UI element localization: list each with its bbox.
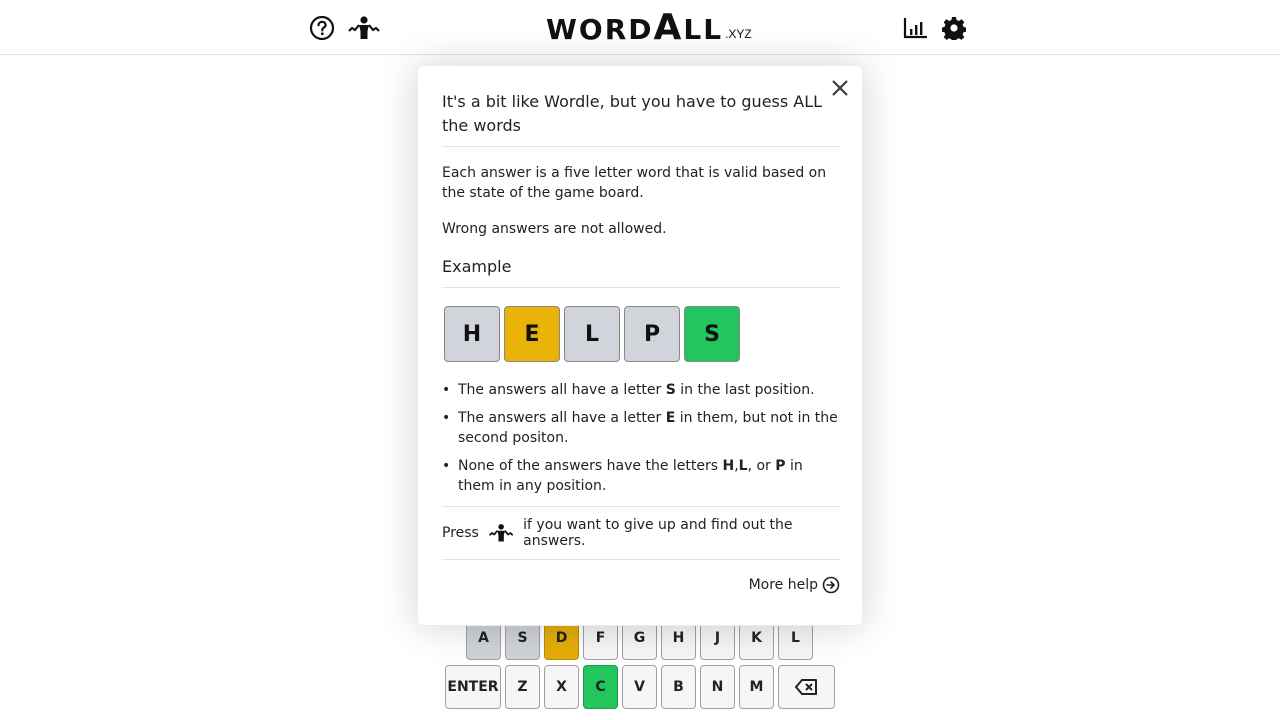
divider	[442, 506, 840, 507]
more-help-link[interactable]: More help	[749, 576, 840, 594]
rules-list	[442, 380, 840, 496]
give-up-shrug-icon	[487, 523, 515, 543]
key-d[interactable]: D	[544, 616, 579, 660]
intro-text: Each answer is a five letter word that is valid based on the state of the game board.	[442, 165, 827, 201]
help-modal	[417, 65, 863, 626]
key-f[interactable]: F	[583, 616, 618, 660]
key-c[interactable]: C	[583, 665, 618, 709]
example-tile-absent: H	[444, 306, 500, 362]
rule-item: • The answers all have a letter S in the last position.	[442, 380, 840, 400]
key-m[interactable]: M	[739, 665, 774, 709]
arrow-right-circle-icon	[822, 576, 840, 594]
key-l[interactable]: L	[778, 616, 813, 660]
key-j[interactable]: J	[700, 616, 735, 660]
key-b[interactable]: B	[661, 665, 696, 709]
key-g[interactable]: G	[622, 616, 657, 660]
key-a[interactable]: A	[466, 616, 501, 660]
divider	[442, 287, 840, 288]
modal-title: It's a bit like Wordle, but you have to guess ALL the words	[442, 92, 823, 135]
key-v[interactable]: V	[622, 665, 657, 709]
logo-text: WORDALL	[546, 7, 724, 48]
rule-item: • The answers all have a letter E in them, but not in the second positon.	[442, 408, 840, 448]
example-tile-absent: P	[624, 306, 680, 362]
backspace-icon	[795, 678, 819, 696]
example-tile-correct: S	[684, 306, 740, 362]
enter-key[interactable]: ENTER	[445, 665, 501, 709]
divider	[442, 146, 840, 147]
example-heading: Example	[442, 257, 512, 276]
example-tile-present: E	[504, 306, 560, 362]
backspace-key[interactable]	[778, 665, 835, 709]
key-k[interactable]: K	[739, 616, 774, 660]
example-tiles	[444, 306, 840, 362]
rule-item: • None of the answers have the letters H,L, or P in them in any position.	[442, 456, 840, 496]
logo-tld: .XYZ	[725, 27, 752, 41]
wrong-answers-text: Wrong answers are not allowed.	[442, 221, 667, 237]
key-s[interactable]: S	[505, 616, 540, 660]
key-n[interactable]: N	[700, 665, 735, 709]
key-z[interactable]: Z	[505, 665, 540, 709]
example-tile-absent: L	[564, 306, 620, 362]
key-h[interactable]: H	[661, 616, 696, 660]
key-x[interactable]: X	[544, 665, 579, 709]
give-up-hint: Press if you want to give up and find out the answers.	[442, 517, 793, 549]
